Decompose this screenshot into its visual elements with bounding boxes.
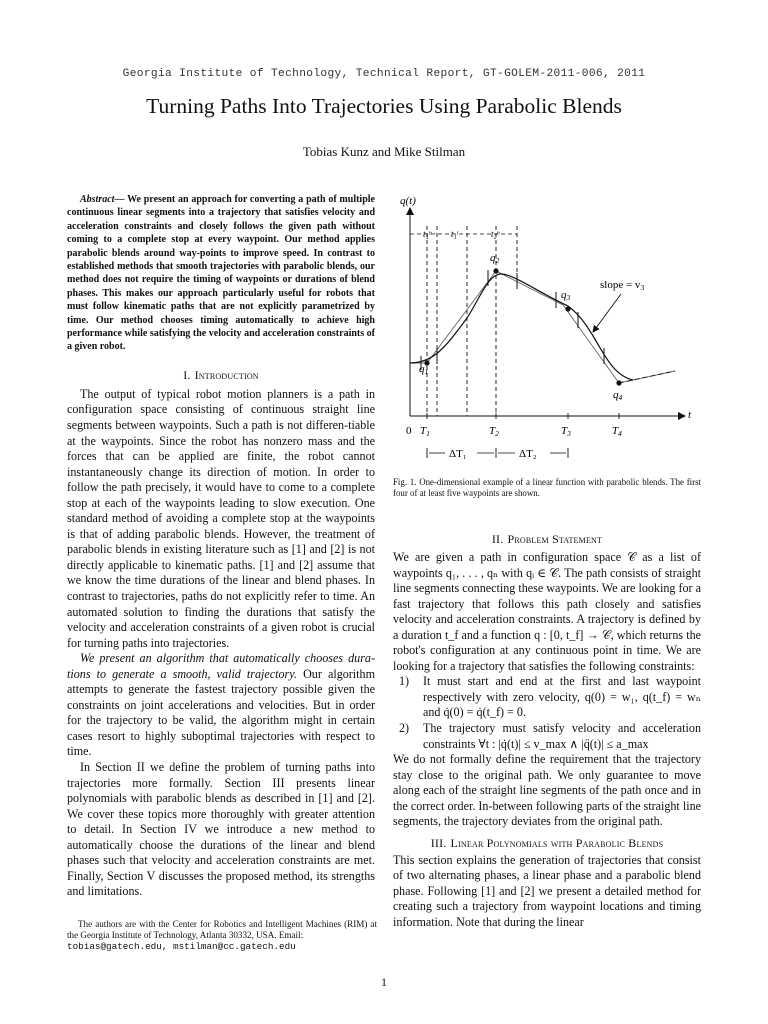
constraint-text: It must start and end at the first and last waypoint respectively with zero velocity, q(0) = w₁, q(t_f) = wₙ and q̇(0) = q̇(t_f) = 0. [423, 674, 701, 720]
bottom-dimension [427, 448, 568, 460]
label-q1: q1 [419, 363, 429, 376]
intro-paragraph-1: The output of typical robot motion planners is a path in configuration space consisting of continuous straight line segments between waypoints. Such a path is not differen-tiable at the waypoints. Since the robot has nonzero mass and the forces that can be applied are finite, the robot cannot instantaneously change its direction of motion. In order to follow the path precisely, it would have to come to a complete stop at each of the waypoints leading to slow execution. One standard method of avoiding a complete stop at the waypoints is that of adding parabolic blends. However, the treatment of parabolic blends in existing literature such as [1] and [2] is not directly applicable to kinematic paths. [1] and [2] assume that we know the time durations of the linear and blend phases. In contrast to trajectories, paths do not explicitly refer to time. An automated solution to finding the durations that satisfy the velocity and acceleration constraints of a given robot is crucial for turning paths into trajectories. [67, 386, 375, 650]
dim-label-blend-1: t₁ᵇ [423, 229, 432, 239]
left-column [67, 193, 375, 900]
constraint-text: The trajectory must satisfy velocity and acceleration constraints ∀t : |q̇(t)| ≤ v_max ∧ |q̈(t)| ≤ a_max [423, 721, 701, 751]
dashed-guides [427, 226, 517, 416]
label-q2: q2 [490, 252, 500, 265]
section-heading-linear [393, 836, 701, 851]
waypoint-q3 [565, 306, 570, 311]
waypoint-q2 [493, 268, 498, 273]
section-heading-intro [67, 368, 375, 383]
section-title: Problem Statement [507, 532, 603, 546]
page-number: 1 [381, 975, 387, 989]
paper-authors: Tobias Kunz and Mike Stilman [302, 144, 466, 159]
x-axis-label: t [688, 409, 692, 421]
constraint-list [393, 674, 701, 752]
problem-paragraph-2: We do not formally define the requirement that the trajectory stay close to the original path. We only guarantee to move along each of the straight line segments of the path once and in the correct order. In-between following parts of the straight line segments, the trajectory deviates from the original path. [393, 752, 701, 829]
tick-T4: T4 [612, 425, 622, 438]
intro-paragraph-2-rest: Our algorithm attempts to generate the fastest trajectory possible given the constraints on joint accelerations and velocities. But in order for the trajectory to be valid, the algorithm might in certain cases resort to highly suboptimal trajectories with respect to time. [67, 666, 375, 759]
dim-label-linear-1: t₁ˡ [451, 229, 458, 239]
section-heading-problem [393, 532, 701, 547]
slope-label: slope = v3 [600, 279, 645, 292]
constraint-item [393, 721, 701, 752]
tick-T3: T3 [561, 425, 571, 438]
delta-T2-label: ΔT₂ [519, 448, 537, 460]
label-q4: q4 [613, 389, 623, 402]
intro-paragraph-2 [67, 651, 375, 760]
constraint-item [393, 674, 701, 721]
section-title: Introduction [194, 367, 259, 382]
waypoint-q4 [616, 380, 621, 385]
section-number: II. [491, 532, 504, 546]
paper-title: Turning Paths Into Trajectories Using Parabolic Blends [146, 94, 622, 118]
abstract-lead: Abstract [80, 194, 115, 205]
right-column [393, 470, 701, 931]
report-header: Georgia Institute of Technology, Technical Report, GT-GOLEM-2011-006, 2011 [122, 68, 646, 80]
label-q3: q3 [561, 289, 571, 302]
dim-label-blend-2: t₂ᵇ [491, 229, 500, 239]
waypoint-q1 [424, 360, 429, 365]
section-number: I. [183, 367, 191, 382]
delta-T1-label: ΔT₁ [449, 448, 467, 460]
slope-arrow [593, 294, 621, 332]
footnote-text: The authors are with the Center for Robotics and Intelligent Machines (RIM) at the Georgia Institute of Technology, Atlanta 30332, USA. Email: [67, 919, 377, 941]
problem-paragraph-1: We are given a path in configuration space 𝒞 as a list of waypoints q₁, . . . , qₙ with qᵢ ∈ 𝒞. The path consists of straight line segments connecting these waypoints. We are looking for a fast trajectory that follows this path closely and satisfies velocity and acceleration constraints. A trajectory is defined by a duration t_f and a function q : [0, t_f] → 𝒞, which returns the robot's configuration at any continuous point in time. We are looking for a trajectory that satisfies the following constraints: [393, 550, 701, 673]
figure-caption: Fig. 1. One-dimensional example of a linear function with parabolic blends. The first four of at least five waypoints are shown. [393, 477, 701, 498]
constraint-number: 2) [399, 721, 410, 736]
abstract [67, 193, 375, 354]
section-title: Linear Polynomials with Parabolic Blends [450, 835, 664, 850]
abstract-text: — We present an approach for converting a path of multiple continuous linear segments into a trajectory that satisfies velocity and acceleration constraints and closely follows the given path without coming to a complete stop at every waypoint. Our method applies parabolic blends around way-points to improve speed. In contrast to established methods that smooth trajectories with parabolic blends, our method does not require the timing of waypoints or durations of blend phases. This makes our approach particularly useful for robots that must follow kinematic paths that are not explicitly parametrized by time. Our method chooses timing automatically to achieve high performance while satisfying the velocity and acceleration constraints of a given robot. [67, 194, 375, 353]
constraint-number: 1) [399, 674, 410, 689]
intro-emphasis: We present an algorithm that automatically chooses dura-tions to generate a smooth, valid trajectory. [67, 651, 375, 681]
path-continuation [619, 371, 675, 383]
footnote-emails[interactable]: tobias@gatech.edu, mstilman@cc.gatech.edu [67, 941, 296, 953]
linear-paragraph-1: This section explains the generation of trajectories that consist of two alternating phases, a linear phase and a parabolic blend phase. Following [1] and [2] we present a detailed method for creating such a trajectory from waypoint locations and timing information. Note that during the linear [393, 852, 701, 930]
origin-label: 0 [406, 425, 412, 437]
figure-1 [393, 188, 708, 478]
intro-paragraph-3: In Section II we define the problem of turning paths into trajectories more formally. Section III presents linear polynomials with parabolic blends as described in [1] and [2]. We cover these topics more thoroughly with greater attention to detail. In Section IV we introduce a new method to automatically choose the durations of the linear and blend phases such that velocity and acceleration constraints are met. Finally, Section V discusses the proposed method, its strengths and limitations. [67, 760, 375, 899]
blend-ticks [421, 270, 604, 370]
top-dimension [410, 229, 517, 239]
tick-T2: T2 [489, 425, 499, 438]
y-axis-label: q(t) [400, 195, 416, 207]
tick-T1: T1 [420, 425, 430, 438]
section-number: III. [430, 835, 447, 850]
author-footnote [67, 919, 377, 953]
trajectory-plot [393, 188, 708, 478]
